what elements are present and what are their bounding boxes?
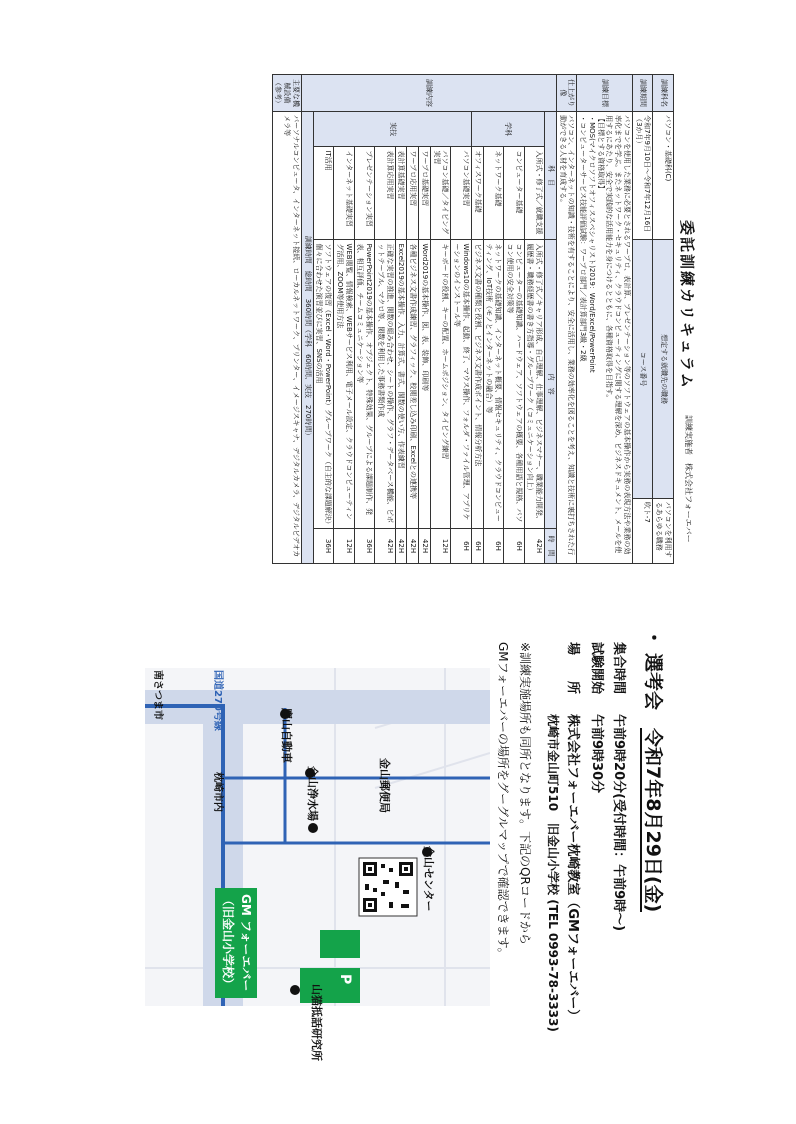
- meeting-value: 午前9時20分(受付時間：午前9時～): [611, 714, 626, 932]
- target-annex: [320, 930, 360, 958]
- place-value: 株式会社フォーエバー枕崎教室（GMフォーエバー）: [565, 714, 580, 1023]
- row-subject: インターネット基礎実習: [334, 147, 355, 240]
- goal-value: パソコンを使用した業務に必要とされるワープロ、表計算、プレゼンテーション等のソフトウェアの基本操作から実務の表現方法や業務の効率化までを学ぶ。またネットワーク・セキュリティ、クラウドコンピューティングに関する理解を深め、ビジネスドキュメント、メールを使用するにあたり、安全で実践的な活用能力を身につけるとともに、各種資格取得を目指す。: [605, 115, 631, 555]
- label-water-plant: 金山浄水場: [306, 766, 319, 821]
- job-label: 想定する就職先の職務: [653, 240, 674, 498]
- exam-heading: [641, 628, 668, 912]
- row-content: WEB閲覧、情報検索、WEBサービス利用、電子メール設定、クラウドコンピューティング活用、ZOOM等使用方法: [334, 240, 355, 529]
- cert-line-2: ・コンピューターサービス技能評価試験：ワープロ部門／表計算部門3級・2級: [579, 115, 588, 362]
- start-label: 試験開始: [589, 642, 604, 695]
- row-subject: オフィスワーク基礎: [472, 147, 484, 240]
- curriculum-sheet: [36, 70, 700, 570]
- row-hours: 6H: [472, 529, 484, 564]
- row-content: 各種ビジネス文書作成練習、グラフィック、校閲差し込み印刷、Excelとの連携等: [407, 240, 419, 529]
- row-subject: 表計算応用実習: [375, 147, 396, 240]
- course-value: パソコン・基礎科(C): [653, 112, 674, 240]
- after-label: 仕上がり像: [557, 75, 578, 112]
- meeting-time: [611, 642, 630, 931]
- row-hours: 36H: [313, 529, 334, 564]
- note-line-1: ※訓練実施場所も同所となります。下記のQRコードから: [518, 642, 532, 945]
- goal-cell: [577, 112, 633, 564]
- label-driving-school: 鷹山自動車: [280, 708, 293, 763]
- course-label: 訓練科名: [653, 75, 674, 112]
- row-hours: 6H: [483, 529, 504, 564]
- row-content: Windows10の基本操作、起動、終了、マウス操作、フォルダ・ファイル管理、アプリケーションのインストール等: [451, 240, 472, 529]
- label-post-office: 金山郵便局: [378, 758, 391, 813]
- col-content: 内 容: [545, 240, 557, 529]
- curriculum-title: 委託訓練カリキュラム: [678, 220, 696, 390]
- group-practice: 実技: [313, 112, 471, 147]
- col-subject: 科 目: [545, 112, 557, 240]
- cert-head: 【目標とする資格取得】: [596, 115, 605, 193]
- row-subject: パソコン基礎実習: [451, 147, 472, 240]
- row-subject: IT活用: [313, 147, 334, 240]
- row-hours: 42H: [395, 529, 407, 564]
- marker-post-office: [308, 823, 318, 833]
- address-value: 枕崎市金山町510 旧金山小学校 (TEL 0993-78-3333): [546, 714, 560, 1032]
- row-content: キーボードの役割、キーの配置、ホームポジション、タイピング練習: [431, 240, 452, 529]
- row-hours: 42H: [407, 529, 419, 564]
- row-subject: ワープロ基礎実習: [419, 147, 431, 240]
- bullet: ・: [642, 628, 664, 648]
- curriculum-org: 訓練実施者 株式会社フォーエバー: [684, 415, 693, 543]
- col-hours: 時 間: [545, 529, 557, 564]
- row-content: 正確な実習の推進、関数の組み合わせ、シートの操作、グラフ・データベース機能、ピボットテーブル、マクロ等、関数を利用した事務書類作成: [375, 240, 396, 529]
- row-content: ソフトウェアの復習（Excel・Word・PowerPoint）グループワーク（自主的な課題解決）個々に合わせた演習並びに実習、SNSの活用: [313, 240, 334, 529]
- row-hours: 42H: [524, 529, 545, 564]
- exam-address: [545, 642, 562, 1032]
- after-value: パソコン、インターネットの知識・技術を有することにより、安全に活用し、業務の効率化を図ることを考え、知識と技術に裏打ちされた行動ができる人材を育成する。: [557, 112, 578, 564]
- group-study: 学科: [472, 112, 545, 147]
- total-hours: 訓練時間 総時間 360時間（学科 60時間、実技 270時間）: [302, 112, 314, 564]
- row-subject: 表計算基礎実習: [395, 147, 407, 240]
- row-hours: 42H: [419, 529, 431, 564]
- job-value: パソコンを利用するあらゆる職務: [653, 498, 674, 563]
- row-content: Word2019の基本操作、図、表、装飾、印刷等: [419, 240, 431, 529]
- row-content: コンピューターの基礎知識、ハードウェア、ソフトウェアの概要、各種用語と規格、パソコン使用の安全対策等: [504, 240, 525, 529]
- access-map: [145, 668, 490, 1061]
- goal-label: 訓練目標: [577, 75, 633, 112]
- label-lab: 山猫抵話研究所: [310, 984, 323, 1061]
- qr-code: [359, 858, 417, 916]
- group-label: 訓練内容: [302, 75, 557, 112]
- meeting-label: 集合時間: [611, 642, 626, 695]
- row-hours: 42H: [375, 529, 396, 564]
- target-sub: （旧金山小学校）: [221, 894, 235, 991]
- exam-title: 選考会: [642, 653, 664, 711]
- period-value: 令和7年9月10日～令和7年12月16日（3か月）: [633, 112, 654, 240]
- row-subject: プレゼンテーション実習: [354, 147, 375, 240]
- label-south-satsuma: 南さつま市: [152, 670, 163, 720]
- cert-line-1: ・MOS(マイクロソフトオフィススペシャリスト)2019：Word/Excel/PowerPoint: [588, 115, 596, 373]
- row-subject: コンピューター基礎: [504, 147, 525, 240]
- marker-lab: [290, 985, 300, 995]
- exam-date: 令和7年8月29日(金): [642, 728, 664, 913]
- equip-value: パーソナルコンピュータ、インターネット接続、ローカルネットワーク、プリンター、イメージスキャナ、デジタルカメラ、デジタルビデオカメラ等: [272, 112, 301, 564]
- row-subject: ワープロ応用実習: [407, 147, 419, 240]
- row-subject: ネットワーク基礎: [483, 147, 504, 240]
- course-no-label: コース番号: [633, 240, 654, 498]
- row-content: ネットワークの基礎知識、インターネット概要、情報セキュリティ、クラウドコンピューティング、IoT技術（モノとインターネットの融合）等: [483, 240, 504, 529]
- row-hours: 36H: [354, 529, 375, 564]
- target-name: GM フォーエバー: [239, 894, 253, 992]
- equip-label: 主要な機械設備（参考）: [272, 75, 301, 112]
- period-label: 訓練期間: [633, 75, 654, 112]
- row-content: 入所式・修了式／キャリア形成、自己理解、仕事理解、ビジネスマナー、職業能力開発、履歴書・職務経歴書の書き方指導・グループワーク（コミュニケーション向上）: [524, 240, 545, 529]
- curriculum-table: [272, 74, 674, 564]
- note-line-2: GMフォーエバーの場所をグーグルマップで確認できます。: [496, 642, 510, 960]
- row-content: ビジネス文書の種類と役割、ビジネス文書作成ポイント、情報分析方法: [472, 240, 484, 529]
- parking-label: P: [337, 974, 353, 985]
- target-label: [219, 894, 255, 991]
- map-graphic: [145, 668, 490, 1006]
- row-content: PowerPoint2019の基本操作、オブジェクト、特殊効果、グループによる課題制作、発表、相互評価、チームコミュニケーション等: [354, 240, 375, 529]
- row-hours: 12H: [431, 529, 452, 564]
- start-value: 午前9時30分: [589, 714, 604, 794]
- exam-place: [565, 642, 584, 1022]
- place-label: 場 所: [565, 642, 580, 695]
- row-hours: 6H: [504, 529, 525, 564]
- row-hours: 12H: [334, 529, 355, 564]
- row-subject: パソコン基礎／タイピング実習: [431, 147, 452, 240]
- label-route-270: 国道270号線: [212, 670, 223, 731]
- row-subject: 入所式・修了式／就職支援: [524, 147, 545, 240]
- exam-start: [589, 642, 608, 793]
- course-no-value: 吹ト-7: [633, 498, 654, 563]
- label-makurazaki: 枕崎市内: [212, 772, 223, 812]
- row-hours: 6H: [451, 529, 472, 564]
- label-center: 金山センター: [422, 846, 435, 912]
- row-content: Excel2019の基本操作、入力、計算式、書式、関数の使い方、作表練習: [395, 240, 407, 529]
